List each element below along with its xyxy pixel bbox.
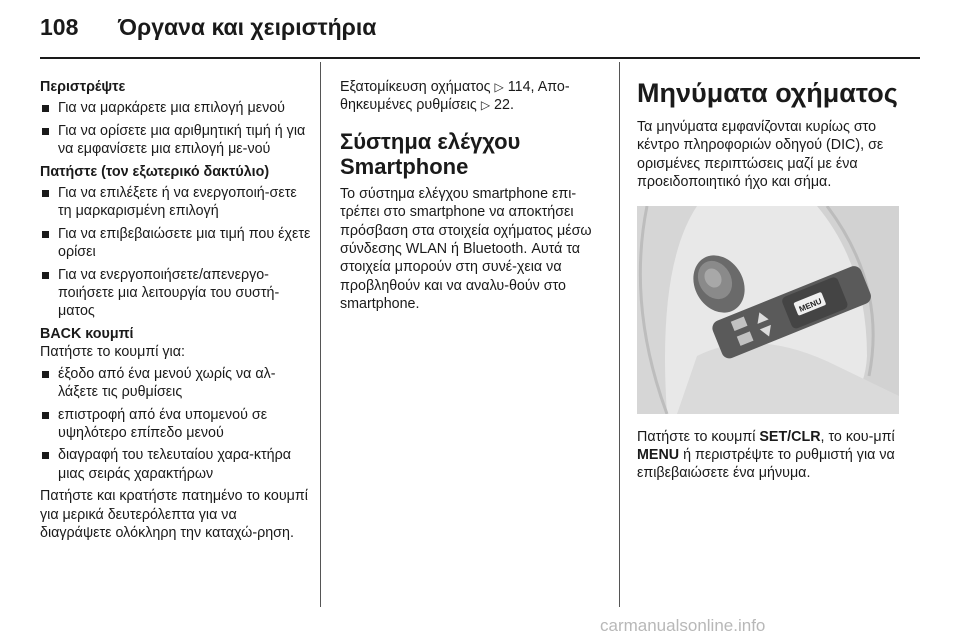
set-clr-label: SET/CLR	[759, 428, 821, 445]
page-number: 108	[40, 14, 79, 40]
back-hold-text: Πατήστε και κρατήστε πατημένο το κουμπί για μερικά δευτερόλεπτα για να διαγράψετε ολόκληρη την καταχώ‐ρηση.	[40, 488, 308, 541]
ref-a-text: Εξατομίκευση οχήματος	[340, 79, 491, 95]
heading-press: Πατήστε (τον εξωτερικό δακτύλιο)	[40, 163, 270, 180]
column-left	[40, 78, 312, 542]
cross-reference: Εξατομίκευση οχήματος ▷ 114, Απο‐θηκευμένες ρυθμίσεις ▷ 22.	[340, 79, 570, 114]
text-run: ή περιστρέψτε το ρυθμιστή για να επιβεβαιώσετε ένα μήνυμα.	[637, 447, 895, 482]
smartphone-text: Το σύστημα ελέγχου smartphone επι‐τρέπει στο smartphone να αποκτήσει πρόσβαση στα στοιχεία οχήματος μέσω σύνδεσης WLAN ή Bluetooth. Αυτά τα στοιχεία μπορούν στη συνέ‐χεια να προβληθούν και να αναλυ‐θούν στο smartphone.	[340, 185, 592, 313]
list-item: Για να μαρκάρετε μια επιλογή μενού	[40, 99, 312, 117]
page-ref-arrow-icon: ▷	[494, 80, 504, 94]
column-divider	[320, 62, 321, 607]
heading-back: BACK κουμπί	[40, 325, 134, 342]
watermark: carmanualsonline.info	[600, 616, 766, 635]
list-item: επιστροφή από ένα υπομενού σε υψηλότερο επίπεδο μενού	[40, 406, 312, 443]
list-item: Για να επιβεβαιώσετε μια τιμή που έχετε ορίσει	[40, 225, 312, 262]
page-title: Όργανα και χειριστήρια	[118, 14, 377, 40]
text-run: , το κου‐μπί	[820, 428, 895, 445]
menu-key-label: MENU	[797, 296, 823, 314]
stalk-control-figure	[637, 206, 899, 414]
ref-b-text: Απο‐θηκευμένες ρυθμίσεις	[340, 79, 570, 114]
ref-a-page: 114	[507, 79, 531, 95]
ref-b-page: 22	[494, 97, 510, 114]
list-item: έξοδο από ένα μενού χωρίς να αλ‐λάξετε τις ρυθμίσεις	[40, 365, 312, 402]
heading-messages: Μηνύματα οχήματος	[637, 78, 898, 108]
header-rule	[40, 57, 920, 59]
column-divider	[619, 62, 620, 607]
text-run: Πατήστε το κουμπί	[637, 428, 760, 445]
heading-smartphone: Σύστημα ελέγχου Smartphone	[340, 128, 521, 179]
menu-label: MENU	[637, 447, 680, 464]
list-item: διαγραφή του τελευταίου χαρα‐κτήρα μιας σειράς χαρακτήρων	[40, 446, 312, 483]
back-list	[40, 365, 312, 483]
press-list	[40, 184, 312, 321]
page-header	[0, 0, 960, 58]
rotate-list	[40, 99, 312, 158]
after-figure-text	[637, 428, 902, 483]
column-right	[637, 78, 902, 483]
page-ref-arrow-icon: ▷	[480, 98, 491, 113]
list-item: Για να ενεργοποιήσετε/απενεργο‐ποιήσετε μια λειτουργία του συστή‐ματος	[40, 266, 312, 321]
stalk-illustration	[637, 206, 899, 414]
column-middle	[340, 78, 610, 314]
list-item: Για να ορίσετε μια αριθμητική τιμή ή για να εμφανίσετε μια επιλογή με‐νού	[40, 122, 312, 159]
back-intro: Πατήστε το κουμπί για:	[40, 344, 185, 361]
list-item: Για να επιλέξετε ή να ενεργοποιή‐σετε τη μαρκαρισμένη επιλογή	[40, 184, 312, 221]
heading-rotate: Περιστρέψτε	[40, 79, 126, 95]
messages-text: Τα μηνύματα εμφανίζονται κυρίως στο κέντρο πληροφοριών οδηγού (DIC), σε ορισμένες περιπτώσεις μαζί με ένα προειδοποιητικό ήχο και σήμα.	[637, 119, 884, 191]
